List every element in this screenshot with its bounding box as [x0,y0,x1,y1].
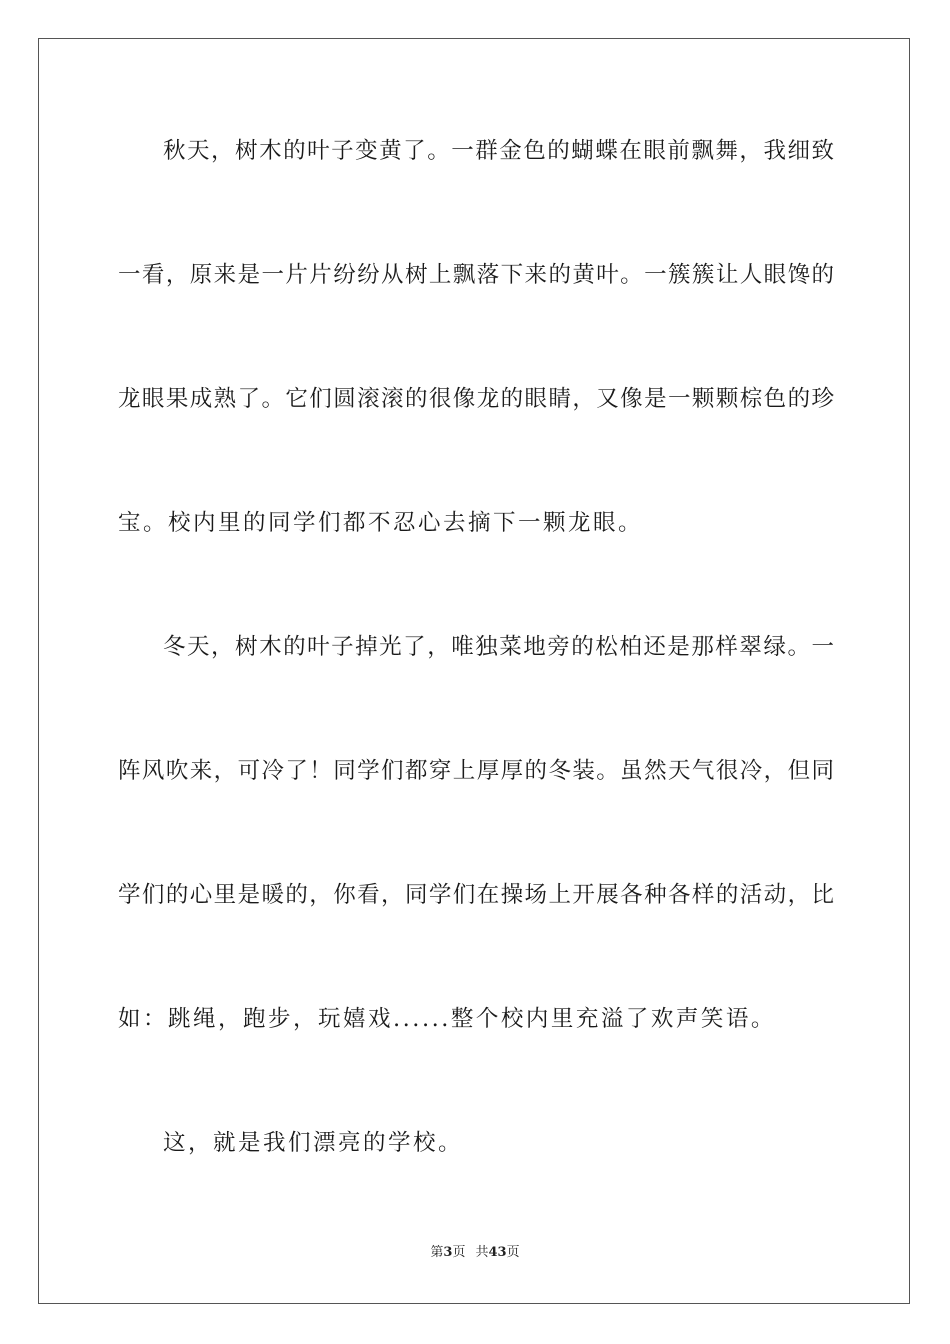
paragraph-2-line-2: 阵风吹来，可冷了！同学们都穿上厚厚的冬装。虽然天气很冷，但同 [118,758,834,784]
total-suffix: 页 [506,1245,520,1260]
page-footer [0,1244,950,1262]
paragraph-1-line-3: 龙眼果成熟了。它们圆滚滚的很像龙的眼睛，又像是一颗颗棕色的珍 [118,386,834,412]
paragraph-1-line-1: 秋天，树木的叶子变黄了。一群金色的蝴蝶在眼前飘舞，我细致 [163,138,834,164]
paragraph-2-line-3: 学们的心里是暖的，你看，同学们在操场上开展各种各样的活动，比 [118,882,834,908]
paragraph-1-line-4: 宝。校内里的同学们都不忍心去摘下一颗龙眼。 [118,510,644,536]
page-prefix: 第 [430,1245,444,1260]
total-prefix: 共 [475,1245,489,1260]
paragraph-2-line-4: 如：跳绳，跑步，玩嬉戏......整个校内里充溢了欢声笑语。 [118,1006,776,1032]
page-suffix: 页 [452,1245,466,1260]
paragraph-1-line-2: 一看，原来是一片片纷纷从树上飘落下来的黄叶。一簇簇让人眼馋的 [118,262,834,288]
total-pages: 43 [488,1245,507,1260]
page-number: 3 [443,1245,453,1260]
paragraph-3-line-1: 这，就是我们漂亮的学校。 [163,1130,464,1156]
page-frame [38,38,910,1304]
paragraph-2-line-1: 冬天，树木的叶子掉光了，唯独菜地旁的松柏还是那样翠绿。一 [163,634,834,660]
